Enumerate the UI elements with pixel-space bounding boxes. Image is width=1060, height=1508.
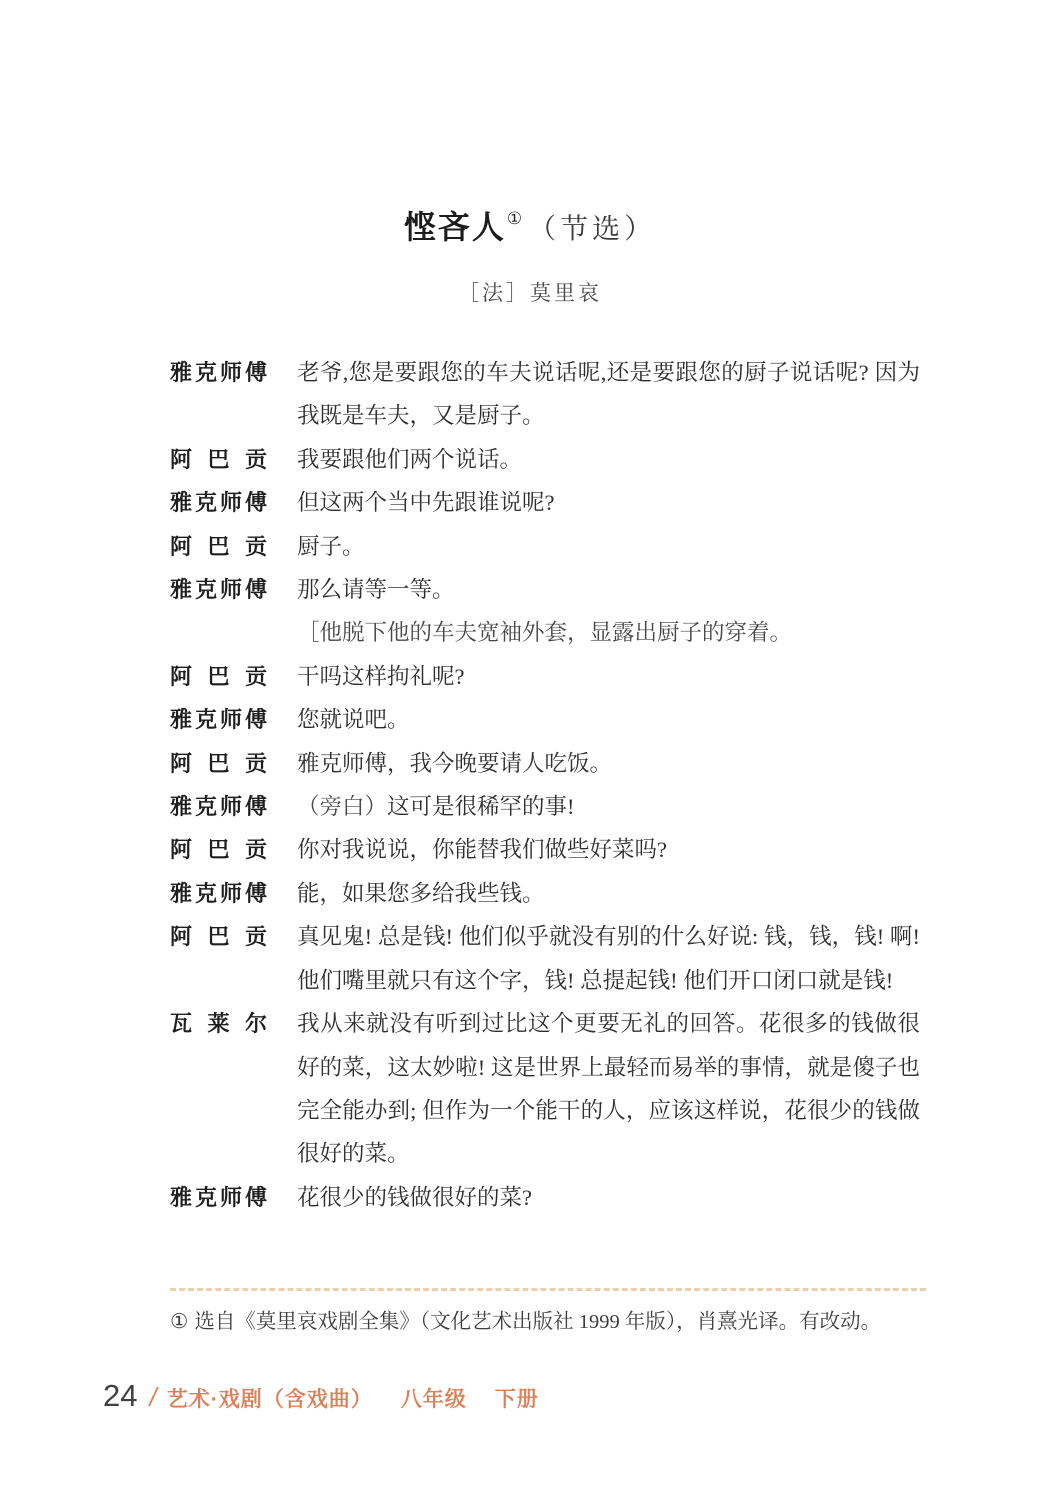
- speaker-name: 阿巴贡: [170, 750, 267, 776]
- footer-separator-slash: /: [149, 1382, 157, 1412]
- dialogue-line: [170, 742, 922, 785]
- speech-text: [297, 915, 920, 1002]
- speaker-name: 雅克师傅: [170, 880, 267, 906]
- speech-body: ［他脱下他的车夫宽袖外套，显露出厨子的穿着。: [297, 620, 793, 646]
- aside-prefix: （旁白）: [297, 794, 388, 820]
- speech-text: [297, 742, 920, 785]
- speech-body: 那么请等一等。: [297, 577, 455, 603]
- footnote: [170, 1305, 930, 1339]
- footer-subject: 艺术·戏剧（含戏曲）: [166, 1388, 373, 1411]
- dialogue-line: [170, 438, 922, 481]
- dialogue-line: [170, 698, 922, 741]
- speech-body: 这可是很稀罕的事!: [387, 794, 575, 820]
- speech-body: 您就说吧。: [297, 707, 410, 733]
- dialogue-line: [170, 828, 922, 871]
- footer-grade: 八年级: [400, 1388, 467, 1411]
- dialogue-block: [170, 351, 922, 1219]
- speaker-name: 阿巴贡: [170, 837, 267, 863]
- speaker-name: 雅克师傅: [170, 707, 267, 733]
- speaker-name: 阿巴贡: [170, 663, 267, 689]
- dialogue-line: [170, 872, 922, 915]
- speech-text: [297, 351, 920, 438]
- speech-body: 能，如果您多给我些钱。: [297, 880, 545, 906]
- author-byline: ［法］莫里哀: [458, 281, 602, 305]
- speech-text: [297, 568, 920, 611]
- speech-body: 我要跟他们两个说话。: [297, 446, 523, 472]
- stage-direction-text: [297, 611, 920, 654]
- dialogue-line: [170, 525, 922, 568]
- speech-text: [297, 525, 920, 568]
- speech-text: [297, 655, 920, 698]
- lesson-title-block: [0, 202, 1060, 248]
- dialogue-line: [170, 1176, 922, 1219]
- speech-body: 真见鬼! 总是钱! 他们似乎就没有别的什么好说: 钱，钱，钱! 啊! 他们嘴里就只有这个字，钱! 总提起钱! 他们开口闭口就是钱!: [297, 924, 920, 993]
- speaker-name: 阿巴贡: [170, 924, 267, 950]
- dialogue-line: [170, 915, 922, 1002]
- dialogue-line: [170, 655, 922, 698]
- footnote-marker: ①: [170, 1311, 189, 1333]
- speaker-name: 瓦莱尔: [170, 1011, 267, 1037]
- stage-direction-line: [170, 611, 922, 654]
- speech-body: 你对我说说，你能替我们做些好菜吗?: [297, 837, 667, 863]
- dialogue-line: [170, 481, 922, 524]
- speech-text: [297, 438, 920, 481]
- speaker-name: 雅克师傅: [170, 360, 267, 385]
- speech-text: [297, 481, 920, 524]
- speech-text: [297, 698, 920, 741]
- footer-volume: 下册: [494, 1388, 539, 1411]
- dialogue-line: [170, 1002, 922, 1176]
- title-excerpt-label: （节选）: [528, 214, 657, 245]
- speech-body: 花很少的钱做很好的菜?: [297, 1184, 532, 1210]
- speech-body: 但这两个当中先跟谁说呢?: [297, 490, 555, 516]
- speaker-name: 雅克师傅: [170, 1184, 267, 1210]
- footer-book-info: [167, 1383, 539, 1413]
- speaker-name: 阿巴贡: [170, 446, 267, 472]
- page-footer: [103, 1378, 539, 1414]
- footnote-reference-superscript: ①: [506, 209, 523, 228]
- speech-text: [297, 872, 920, 915]
- speech-text: [297, 1002, 920, 1176]
- footnote-divider-dashed-line: [170, 1288, 926, 1291]
- footnote-text: 选自《莫里哀戏剧全集》（文化艺术出版社 1999 年版），肖熹光译。有改动。: [194, 1311, 882, 1333]
- dialogue-line: [170, 351, 922, 438]
- speaker-name: 雅克师傅: [170, 490, 267, 516]
- dialogue-line: [170, 568, 922, 611]
- speaker-name: 雅克师傅: [170, 794, 267, 820]
- speech-text: [297, 828, 920, 871]
- speech-body: 老爷,您是要跟您的车夫说话呢,还是要跟您的厨子说话呢? 因为我既是车夫，又是厨子。: [297, 360, 920, 429]
- speech-body: 我从来就没有听到过比这个更要无礼的回答。花很多的钱做很好的菜，这太妙啦! 这是世界上最轻而易举的事情，就是傻子也完全能办到; 但作为一个能干的人，应该这样说，花很少的钱做很好的菜。: [297, 1011, 920, 1167]
- page-title: 悭吝人: [403, 209, 506, 245]
- speech-body: 厨子。: [297, 533, 365, 559]
- speaker-name: 阿巴贡: [170, 533, 267, 559]
- speaker-name: 雅克师傅: [170, 577, 267, 603]
- speech-text: [297, 1176, 920, 1219]
- dialogue-line: [170, 785, 922, 828]
- speech-body: 干吗这样拘礼呢?: [297, 663, 465, 689]
- speech-text: [297, 785, 920, 828]
- page-number: 24: [103, 1378, 138, 1413]
- speech-body: 雅克师傅，我今晚要请人吃饭。: [297, 750, 613, 776]
